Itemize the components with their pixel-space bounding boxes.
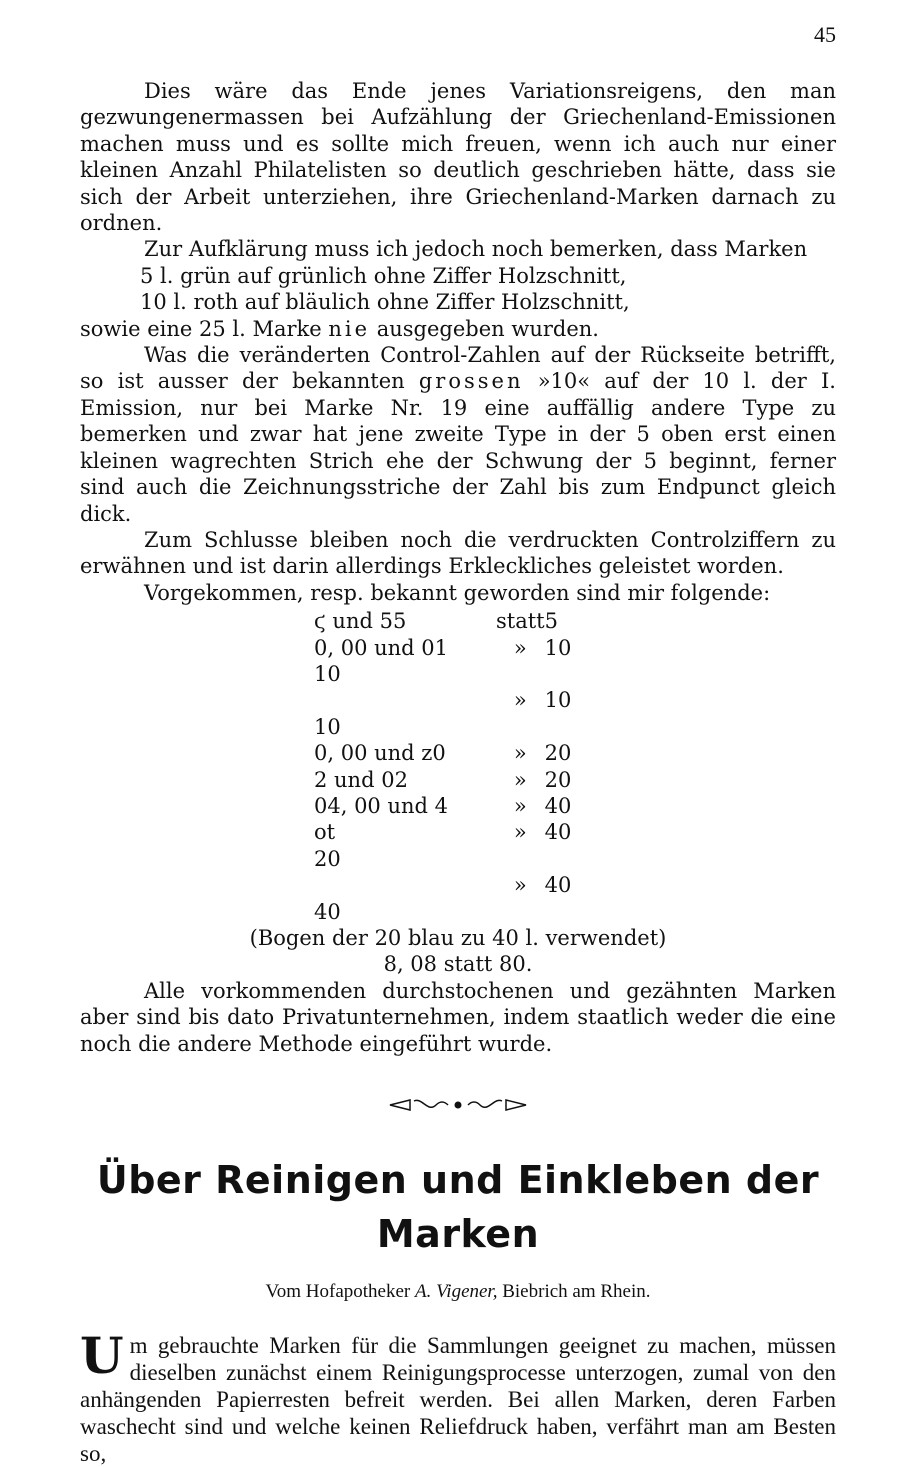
drop-cap: U — [80, 1325, 124, 1385]
table-row — [314, 740, 605, 766]
text-fragment: Was die veränderten Control-Zahlen auf der Rückseite betrifft, so ist ausser der bekannten — [80, 343, 836, 394]
page-body — [80, 78, 836, 1467]
correct-cell — [545, 846, 605, 872]
table-row — [314, 793, 605, 819]
table-row — [314, 661, 605, 687]
ornament-divider — [80, 1093, 836, 1119]
statt-cell — [496, 661, 545, 687]
correct-cell: 40 — [544, 793, 572, 818]
variant-cell: 0, 00 und 01 — [314, 635, 448, 660]
table-row — [314, 846, 605, 872]
statt-cell: statt — [496, 609, 545, 634]
text-fragment: sowie eine 25 l. Marke — [80, 316, 322, 341]
variant-cell: 20 — [314, 846, 341, 871]
table-row — [314, 608, 605, 634]
correct-cell: 20 — [544, 741, 572, 766]
byline-prefix: Vom Hofapotheker — [265, 1281, 411, 1303]
paragraph-5: Vorgekommen, resp. bekannt geworden sind mir folgende: — [144, 580, 771, 605]
statt-cell: » — [513, 820, 527, 845]
correct-cell: 10 — [544, 688, 572, 713]
byline — [80, 1279, 836, 1305]
table-row — [314, 899, 605, 925]
variant-cell: 10 — [314, 714, 341, 739]
emphasis-nie: nie — [328, 316, 371, 341]
correct-cell: 40 — [544, 873, 572, 898]
page-number: 45 — [814, 22, 836, 47]
variant-cell — [314, 687, 496, 713]
variant-cell: ot — [314, 820, 336, 845]
correct-cell — [545, 899, 605, 925]
table-row — [314, 714, 605, 740]
text-fragment: »10« auf der 10 l. der I. Emission, nur bei Marke Nr. 19 eine auffällig andere Type zu bemerken und zwar hat jene zweite Type in der 5 oben erst einen kleinen wagrechten Strich ehe der Schwung der 5 beginnt, ferner sind auch die Zeichnungsstriche der Zahl bis zum Endpunct gleich dick. — [80, 369, 836, 526]
byline-location: Biebrich am Rhein. — [502, 1281, 651, 1303]
table-row — [314, 635, 605, 661]
variant-cell: 0, 00 und z0 — [314, 741, 446, 766]
emphasis-grossen: grossen — [418, 369, 524, 394]
variant-cell: 40 — [314, 899, 341, 924]
ornament-icon — [388, 1097, 528, 1113]
article-text: m gebrauchte Marken für die Sammlungen geeignet zu machen, müssen dieselben zunächst einem Reinigungsprocesse unterzogen, zumal von den anhängenden Papierresten befreit werden. Bei allen Marken, deren Farben waschecht sind und welche keinen Reliefdruck haben, verfährt man am Besten so, — [80, 1332, 836, 1466]
article-paragraph — [80, 1325, 836, 1467]
table-row — [314, 819, 605, 845]
statt-cell: » — [513, 688, 527, 713]
statt-cell — [496, 714, 545, 740]
note-line-2: 10 l. roth auf bläulich ohne Ziffer Holzschnitt, — [140, 290, 630, 315]
statt-cell: » — [513, 767, 527, 792]
statt-cell: » — [513, 793, 527, 818]
correct-cell: 10 — [544, 635, 572, 660]
paragraph-4: Zum Schlusse bleiben noch die verdruckten Controlziffern zu erwähnen und ist darin allerdings Erkleckliches geleistet worden. — [80, 527, 836, 579]
misprint-list — [314, 608, 605, 925]
correct-cell: 5 — [544, 609, 558, 634]
correct-cell — [545, 714, 605, 740]
article-title — [80, 1153, 836, 1261]
table-row — [314, 767, 605, 793]
correct-cell: 20 — [544, 767, 572, 792]
variant-cell: 04, 00 und 4 — [314, 793, 448, 818]
paragraph-1: Dies wäre das Ende jenes Variationsreigens, den man gezwungenermassen bei Aufzählung der Griechenland-Emissionen machen muss und es sollte mich freuen, wenn ich auch nur einer kleinen Anzahl Philatelisten so deutlich geschrieben hätte, dass sie sich der Arbeit unterziehen, ihre Griechenland-Marken darnach zu ordnen. — [80, 79, 836, 236]
correct-cell — [545, 661, 605, 687]
statt-cell — [496, 899, 545, 925]
variant-cell: 2 und 02 — [314, 767, 408, 792]
note-line-1: 5 l. grün auf grünlich ohne Ziffer Holzschnitt, — [140, 263, 627, 288]
text-fragment: ausgegeben wurden. — [376, 316, 599, 341]
statt-cell: » — [513, 635, 527, 660]
variant-cell: 10 — [314, 661, 341, 686]
statt-cell — [496, 846, 545, 872]
paragraph-2-end — [80, 316, 836, 342]
statt-cell: » — [513, 741, 527, 766]
table-row — [314, 872, 605, 898]
paragraph-3 — [80, 342, 836, 527]
author-name: A. Vigener, — [414, 1281, 498, 1303]
title-line: Marken — [376, 1212, 540, 1257]
correct-cell: 40 — [544, 820, 572, 845]
paragraph-6: Alle vorkommenden durchstochenen und gezähnten Marken aber sind bis dato Privatunternehmen, indem staatlich weder die eine noch die andere Methode eingeführt wurde. — [80, 978, 836, 1056]
variant-cell — [314, 872, 496, 898]
table-row — [314, 687, 605, 713]
statt-cell: » — [513, 873, 527, 898]
bogen-note: (Bogen der 20 blau zu 40 l. verwendet) — [249, 926, 667, 950]
title-line: Über Reinigen und Einkleben der — [96, 1158, 820, 1203]
paragraph-2-intro: Zur Aufklärung muss ich jedoch noch bemerken, dass Marken — [144, 237, 808, 262]
last-variant: 8, 08 statt 80. — [383, 952, 533, 977]
variant-cell: ϛ und 55 — [314, 609, 407, 634]
